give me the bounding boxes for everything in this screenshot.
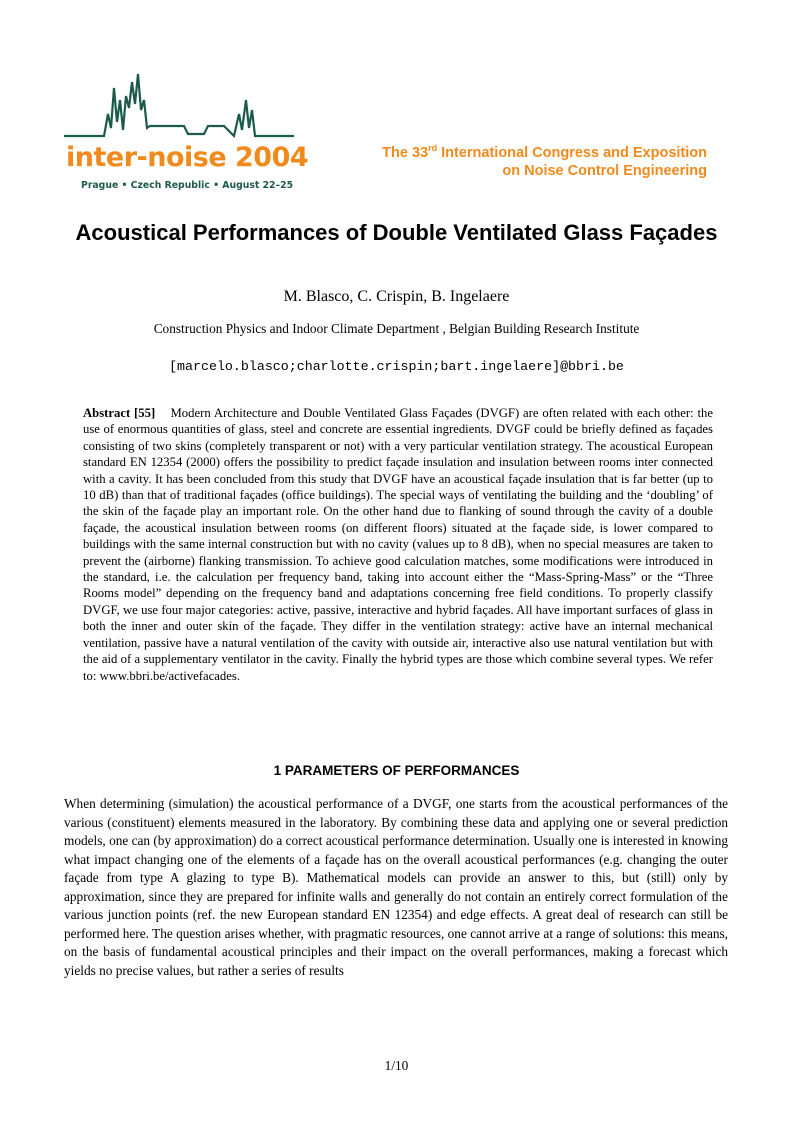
logo-wordmark: inter-noise 2004 xyxy=(66,142,309,173)
paper-title: Acoustical Performances of Double Ventilated Glass Façades xyxy=(75,220,718,245)
abstract xyxy=(83,405,713,684)
prague-skyline-line xyxy=(64,74,294,136)
abstract-text: Modern Architecture and Double Ventilated Glass Façades (DVGF) are often related with each other: the use of enormous quantities of glass, steel and concrete are essential ingredients. DVGF could be briefly defined as façades consisting of two skins (completely transparent or not) with a very particular ventilation strategy. The acoustical European standard EN 12354 (2000) offers the possibility to predict façade insulation and insulation between rooms inter connected with a cavity. It has been concluded from this study that DVGF have an acoustical façade insulation that is far better (up to 10 dB) than that of traditional façades (office buildings). The special ways of ventilating the building and the ‘doubling’ of the skin of the façade play an important role. On the other hand due to flanking of sound through the cavity of a double façade, the acoustical insulation between rooms (on different floors) situated at the façade side, is lower compared to buildings with the same internal construction but with no cavity (values up to 8 dB), when no special measures are taken to prevent the (airborne) flanking transmission. To achieve good calculation matches, some modifications were introduced in the standard, i.e. the calculation per frequency band, taking into account either the “Mass-Spring-Mass” or the “Three Rooms model” depending on the frequency band and adaptations concerning free field conditions. To properly classify DVGF, we use four major categories: active, passive, interactive and hybrid façades. All have important surfaces of glass in both the inner and outer skin of the façade. They differ in the ventilation strategy: active have an internal mechanical ventilation, passive have a natural ventilation of the cavity with outside air, interactive also use natural ventilation but with the aid of a supplementary ventilator in the cavity. Finally the hybrid types are those which combine several types. We refer to: www.bbri.be/activefacades. xyxy=(83,406,713,683)
email-addresses: [marcelo.blasco;charlotte.crispin;bart.ingelaere]@bbri.be xyxy=(169,359,624,374)
logo-subline: Prague • Czech Republic • August 22–25 xyxy=(81,180,294,191)
congress-line-2: on Noise Control Engineering xyxy=(502,162,707,179)
affiliation: Construction Physics and Indoor Climate Department , Belgian Building Research Institute xyxy=(153,321,640,336)
abstract-label: Abstract [55] xyxy=(83,406,156,420)
congress-header xyxy=(382,139,707,180)
section-body: When determining (simulation) the acoustical performance of a DVGF, one starts from the acoustical performances of the various (constituent) elements measured in the laboratory. By combining these data and applying one or several prediction models, one can (by approximation) do a correct acoustical performance determination. Usually one is interested in knowing what impact changing one of the elements of a façade has on the overall acoustical performances (e.g. changing the outer façade from type A glazing to type B). Mathematical models can provide an answer to this, but (still) only by approximation, since they are prepared for infinite walls and generally do not contain an entirely correct formulation of the various junction points (ref. the new European standard EN 12354) and edge effects. A great deal of research can still be performed here. The question arises whether, with pragmatic resources, one cannot arrive at a range of solutions: this means, on the basis of fundamental acoustical principles and their impact on the overall performances, making a forecast which yields no precise values, but rather a series of results xyxy=(64,796,728,978)
section-heading: 1 PARAMETERS OF PERFORMANCES xyxy=(273,763,520,778)
page-number: 1/10 xyxy=(384,1058,409,1073)
authors: M. Blasco, C. Crispin, B. Ingelaere xyxy=(283,288,510,305)
inter-noise-logo xyxy=(64,70,294,192)
congress-line-1: The 33rd International Congress and Exposition xyxy=(382,143,707,161)
